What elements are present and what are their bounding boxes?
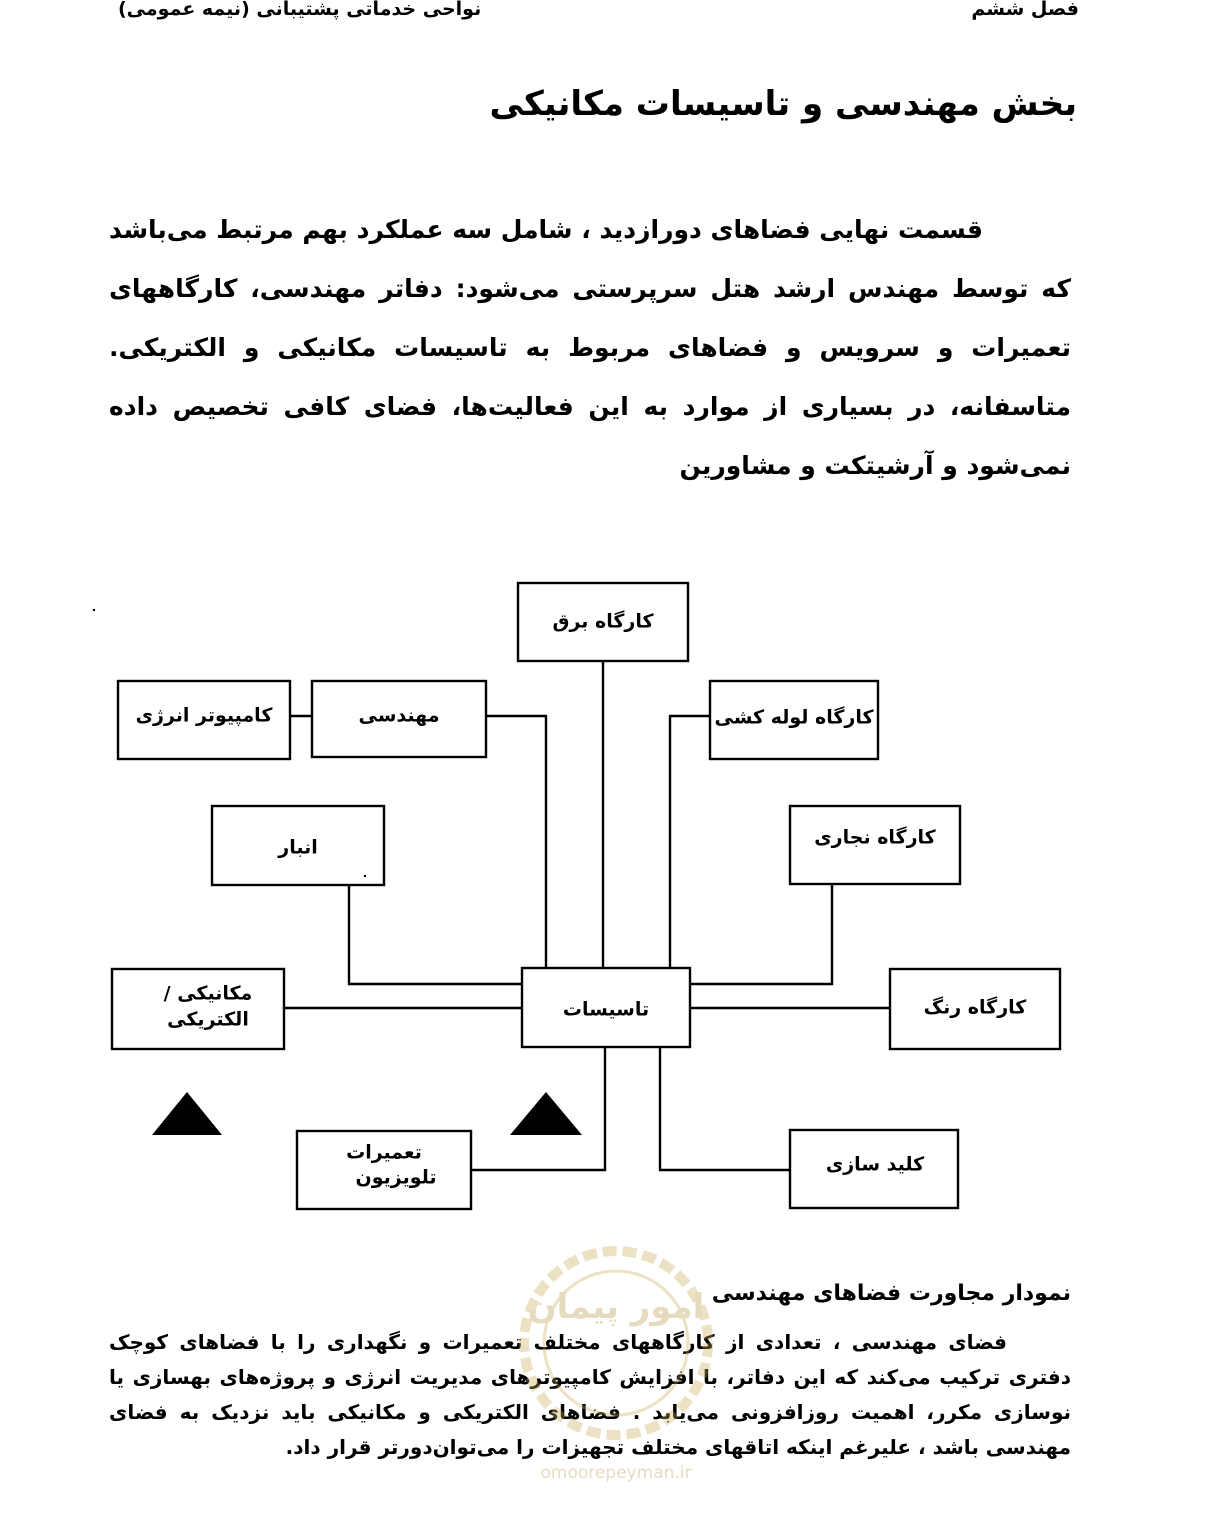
engineering-adjacency-diagram [0, 560, 1229, 1220]
node-plumbing-workshop [710, 681, 878, 759]
node-label: انبار [278, 836, 318, 859]
node-label-line-2: الکتریکی [167, 1008, 249, 1031]
watermark-logo [506, 1238, 726, 1488]
chapter-header: فصل ششم [971, 0, 1079, 20]
scan-speck [93, 609, 95, 611]
node-label: کارگاه نجاری [814, 826, 936, 849]
north-triangle-icon [510, 1092, 582, 1135]
node-electrical-workshop [518, 583, 688, 661]
running-title-header: نواحی خدماتی پشتیبانی (نیمه عمومی) [118, 0, 482, 20]
engineering-paragraph: فضای مهندسی ، تعدادی از کارگاههای مختلف تعمیرات و نگهداری را با فضاهای کوچک دفتری ترکیب می‌کند که این دفاتر، با افزایش کامپیوترهای مدیریت انرژی و پروژه‌های بهسازی یا نوسازی مکرر، اهمیت روزافزونی می‌یابد . فضاهای الکتریکی و مکانیکی باید نزدیک به فضای مهندسی باشد ، علیرغم اینکه اتاقهای مختلف تجهیزات را می‌توان‌دورتر قرار داد. [109, 1330, 1071, 1459]
connector-plumbing [670, 716, 710, 968]
node-storage [212, 806, 384, 885]
north-triangle-icon [152, 1092, 222, 1135]
node-energy-computer [118, 681, 290, 759]
connector-carpentry [690, 884, 832, 984]
diagram-caption: نمودار مجاورت فضاهای مهندسی [711, 1281, 1071, 1306]
connector-engineering [486, 716, 546, 968]
node-label: کارگاه برق [552, 610, 654, 633]
node-label-line-1: تعمیرات [346, 1141, 422, 1164]
scan-speck [364, 875, 366, 877]
node-label: مهندسی [358, 704, 440, 727]
node-tv-repair [297, 1131, 471, 1209]
node-label: کامپیوتر انرژی [135, 704, 273, 727]
watermark-logo-text: امور پیمان [527, 1287, 705, 1327]
node-engineering [312, 681, 486, 757]
connector-key-making [660, 1047, 790, 1170]
node-mechanical-electrical [112, 969, 284, 1049]
node-paint-workshop [890, 969, 1060, 1049]
node-label: کلید سازی [825, 1153, 925, 1176]
watermark-url: omoorepeyman.ir [540, 1463, 692, 1483]
node-center-installations [522, 968, 690, 1047]
intro-paragraph: قسمت نهایی فضاهای دورازدید ، شامل سه عملکرد بهم مرتبط می‌باشد که توسط مهندس ارشد هتل سرپرستی می‌شود: دفاتر مهندسی، کارگاههای تعمیرات و سرویس و فضاهای مربوط به تاسیسات مکانیکی و الکتریکی. متاسفانه، در بسیاری از موارد به این فعالیت‌ها، فضای کافی تخصیص داده نمی‌شود و آرشیتکت و مشاورین [109, 215, 1071, 480]
node-label: تاسیسات [562, 998, 650, 1021]
node-key-making [790, 1130, 958, 1208]
node-label-line-1: مکانیکی / [163, 982, 253, 1005]
node-carpentry-workshop [790, 806, 960, 884]
node-label: کارگاه رنگ [923, 996, 1027, 1019]
node-label: کارگاه لوله کشی [714, 706, 874, 729]
section-title: بخش مهندسی و تاسیسات مکانیکی [489, 84, 1077, 124]
node-label-line-2: تلویزیون [355, 1166, 437, 1189]
connector-storage [349, 885, 522, 984]
